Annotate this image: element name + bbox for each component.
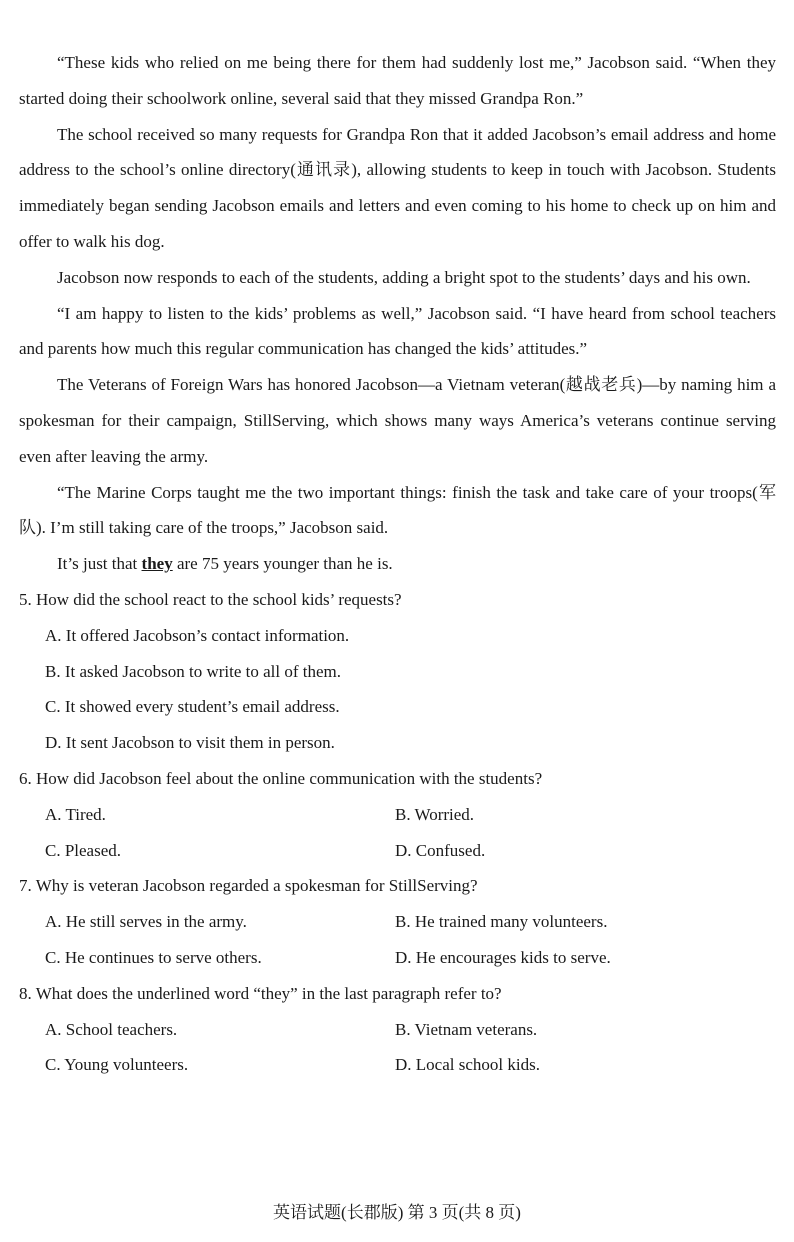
option-d: D. It sent Jacobson to visit them in person. (45, 733, 335, 753)
paragraph-4: “I am happy to listen to the kids’ problems as well,” Jacobson said. “I have heard from school teachers and parents how much this regular communication has changed the kids’ attitudes.” (19, 303, 776, 359)
option-a: A. He still serves in the army. (45, 912, 247, 932)
option-b: B. Vietnam veterans. (395, 1019, 538, 1039)
option-a: A. Tired. (45, 804, 106, 824)
option-a: A. School teachers. (45, 1019, 178, 1039)
question-stem: 5. How did the school react to the school kids’ requests? (19, 589, 402, 609)
paragraph-7-start: It’s just that (57, 554, 142, 574)
options-list (19, 618, 776, 761)
paragraph-3: Jacobson now responds to each of the students, adding a bright spot to the students’ days and his own. (57, 267, 751, 287)
option-d: D. He encourages kids to serve. (395, 947, 611, 967)
option-c: C. Pleased. (45, 840, 122, 860)
option-a: A. It offered Jacobson’s contact information. (45, 625, 350, 645)
option-c: C. Young volunteers. (45, 1055, 189, 1075)
options-grid (19, 1012, 776, 1084)
option-c: C. He continues to serve others. (45, 947, 262, 967)
question-stem: 8. What does the underlined word “they” in the last paragraph refer to? (19, 983, 502, 1003)
question-7 (19, 868, 776, 975)
option-d: D. Local school kids. (395, 1055, 540, 1075)
question-5 (19, 582, 776, 761)
question-stem: 7. Why is veteran Jacobson regarded a spokesman for StillServing? (19, 876, 478, 896)
page-footer: 英语试题(长郡版) 第 3 页(共 8 页) (273, 1203, 521, 1222)
document-body (19, 45, 776, 1083)
paragraph-1: “These kids who relied on me being there for them had suddenly lost me,” Jacobson said. “When they started doing their schoolwork online, several said that they missed Grandpa Ron.” (19, 53, 776, 108)
question-stem: 6. How did Jacobson feel about the online communication with the students? (19, 768, 543, 788)
option-b: B. Worried. (395, 804, 475, 824)
option-b: B. It asked Jacobson to write to all of them. (45, 661, 342, 681)
options-grid (19, 797, 776, 869)
options-grid (19, 904, 776, 976)
paragraph-5: The Veterans of Foreign Wars has honored Jacobson—a Vietnam veteran(越战老兵)—by naming him a spokesman for their campaign, StillServing, which shows many ways America’s veterans continue serving even after leaving the army. (19, 375, 776, 466)
question-8 (19, 976, 776, 1083)
option-d: D. Confused. (395, 840, 486, 860)
question-6 (19, 761, 776, 868)
paragraph-7 (19, 546, 776, 582)
underlined-word: they (141, 554, 173, 574)
paragraph-6: “The Marine Corps taught me the two important things: finish the task and take care of your troops(军队). I’m still taking care of the troops,” Jacobson said. (19, 482, 776, 538)
paragraph-7-end: are 75 years younger than he is. (172, 554, 393, 574)
option-c: C. It showed every student’s email address. (45, 697, 340, 717)
paragraph-2: The school received so many requests for Grandpa Ron that it added Jacobson’s email address and home address to the school’s online directory(通讯录), allowing students to keep in touch with Jacobson. Students immediately began sending Jacobson emails and letters and even coming to his home to check up on him and offer to walk his dog. (19, 124, 776, 251)
option-b: B. He trained many volunteers. (395, 912, 608, 932)
